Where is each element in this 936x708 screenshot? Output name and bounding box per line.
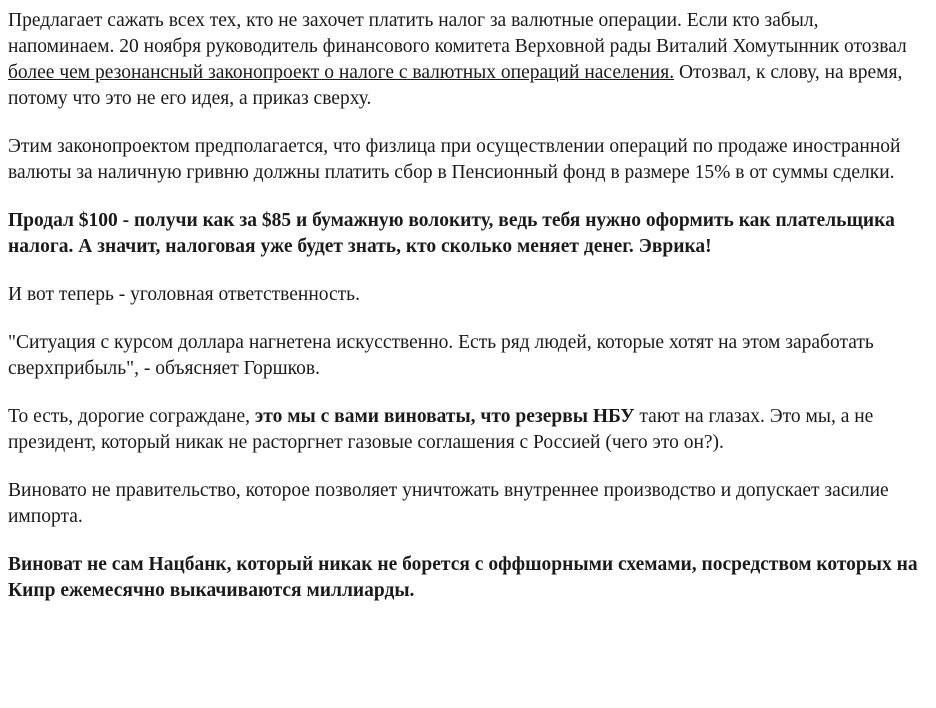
- inline-link[interactable]: более чем резонансный законопроект о налоге с валютных операций населения.: [8, 62, 675, 83]
- paragraph-text: Отозвал, к слову, на время, потому что это не его идея, а приказ сверху.: [8, 62, 908, 109]
- para-5: [8, 330, 928, 382]
- paragraph-text: Продал $100 - получи как за $85 и бумажную волокиту, ведь тебя нужно оформить как плательщика налога. А значит, налоговая уже будет знать, кто сколько меняет денег. Эврика!: [8, 210, 900, 257]
- emphasis-text: это мы с вами виноваты, что резервы НБУ: [254, 406, 635, 427]
- para-6: [8, 404, 928, 456]
- para-1: [8, 8, 928, 112]
- paragraph-text: тают на глазах. Это мы, а не президент, который никак не расторгнет газовые соглашения с Россией (чего это он?).: [8, 406, 879, 453]
- para-4: [8, 282, 928, 308]
- para-2: [8, 134, 928, 186]
- paragraph-text: "Ситуация с курсом доллара нагнетена искусственно. Есть ряд людей, которые хотят на этом заработать сверхприбыль", - объясняет Горшков.: [8, 332, 879, 379]
- paragraph-text: То есть, дорогие сограждане,: [8, 406, 255, 427]
- paragraph-text: Предлагает сажать всех тех, кто не захочет платить налог за валютные операции. Если кто забыл, напоминаем. 20 ноября руководитель финансового комитета Верховной рады Виталий Хомутынник отозвал: [8, 10, 912, 57]
- paragraph-text: И вот теперь - уголовная ответственность.: [8, 284, 360, 305]
- paragraph-text: Виноват не сам Нацбанк, который никак не борется с оффшорными схемами, посредством которых на Кипр ежемесячно выкачиваются миллиарды.: [8, 554, 923, 601]
- para-8: [8, 552, 928, 604]
- para-3: [8, 208, 928, 260]
- para-7: [8, 478, 928, 530]
- paragraph-text: Виновато не правительство, которое позволяет уничтожать внутреннее производство и допускает засилие импорта.: [8, 480, 894, 527]
- paragraph-text: Этим законопроектом предполагается, что физлица при осуществлении операций по продаже иностранной валюты за наличную гривню должны платить сбор в Пенсионный фонд в размере 15% в от суммы сделки.: [8, 136, 906, 183]
